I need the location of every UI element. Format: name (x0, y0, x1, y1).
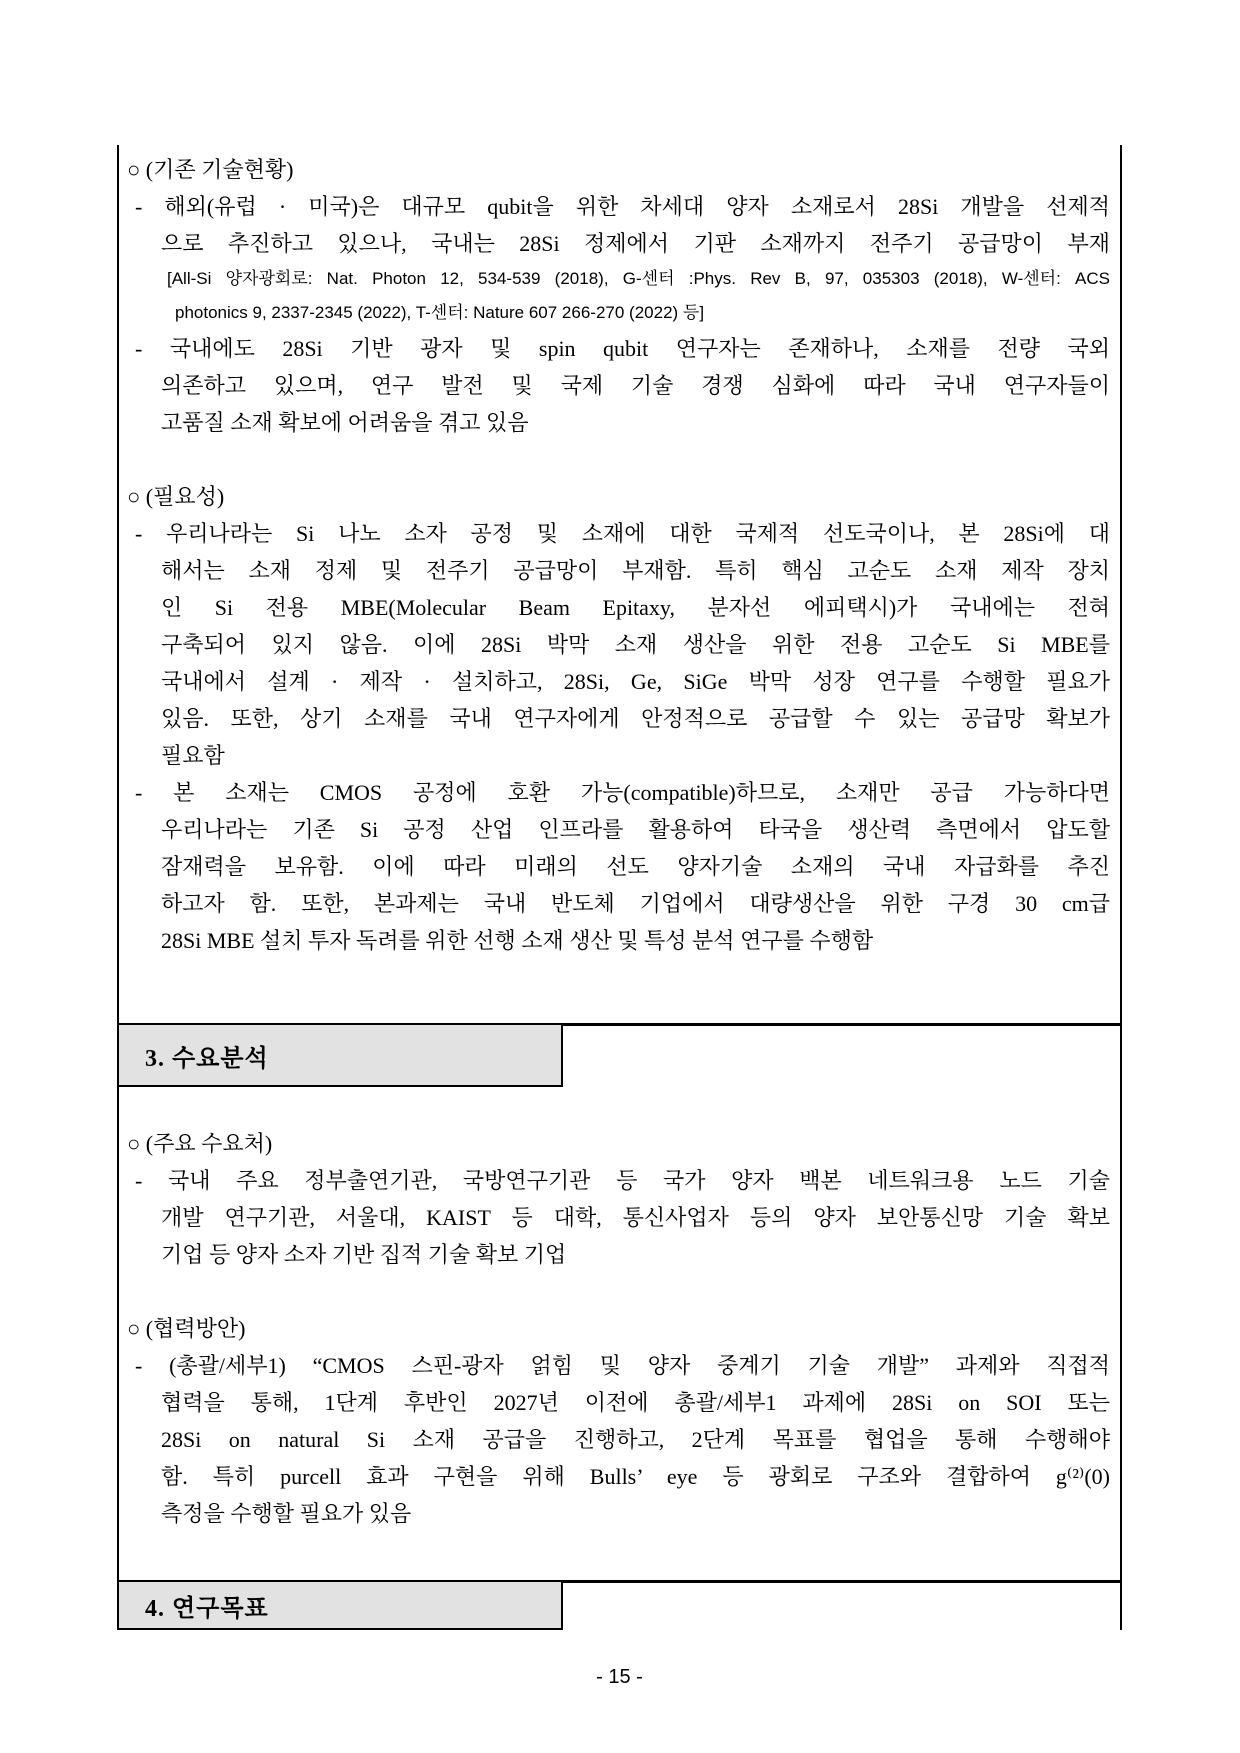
text-line: - 본 소재는 CMOS 공정에 호환 가능(compatible)하므로, 소재만 공급 가능하다면 (135, 780, 1110, 805)
page-number: - 15 - (596, 1666, 643, 1688)
citation-line: photonics 9, 2337-2345 (2022), T-센터: Nature 607 266-270 (2022) 등] (175, 303, 705, 322)
text-line: 해서는 소재 정제 및 전주기 공급망이 부재함. 특히 핵심 고순도 소재 제작 장치 (161, 558, 1110, 583)
section-3-title: 3. 수요분석 (145, 1045, 269, 1072)
text-line: 협력을 통해, 1단계 후반인 2027년 이전에 총괄/세부1 과제에 28Si on SOI 또는 (161, 1390, 1110, 1415)
section-4-title: 4. 연구목표 (145, 1595, 269, 1622)
text-line: 인 Si 전용 MBE(Molecular Beam Epitaxy, 분자선 에피택시)가 국내에는 전혀 (161, 595, 1110, 620)
section-4-header (117, 1580, 563, 1630)
text-line: 우리나라는 기존 Si 공정 산업 인프라를 활용하여 타국을 생산력 측면에서 압도할 (161, 817, 1110, 842)
text-line: 고품질 소재 확보에 어려움을 겪고 있음 (161, 410, 529, 435)
text-line: 하고자 함. 또한, 본과제는 국내 반도체 기업에서 대량생산을 위한 구경 30 cm급 (161, 891, 1110, 916)
cell-demand-analysis (119, 1125, 1120, 1532)
text-line: 으로 추진하고 있으나, 국내는 28Si 정제에서 기판 소재까지 전주기 공급망이 부재 (161, 231, 1110, 256)
section-3-header (117, 1023, 563, 1087)
text-line: ○ (주요 수요처) (127, 1131, 273, 1156)
text-line: 구축되어 있지 않음. 이에 28Si 박막 소재 생산을 위한 전용 고순도 Si MBE를 (161, 632, 1110, 657)
text-line: 함. 특히 purcell 효과 구현을 위해 Bulls’ eye 등 광회로 구조와 결합하여 g⁽²⁾(0) (161, 1464, 1110, 1489)
citation-line: [All-Si 양자광회로: Nat. Photon 12, 534-539 (2018), G-센터 :Phys. Rev B, 97, 035303 (2018), W-센터: ACS (167, 269, 1110, 288)
text-line: 잠재력을 보유함. 이에 따라 미래의 선도 양자기술 소재의 국내 자급화를 추진 (161, 854, 1110, 879)
text-line: 국내에서 설계 · 제작 · 설치하고, 28Si, Ge, SiGe 박막 성장 연구를 수행할 필요가 (161, 669, 1110, 694)
text-line: 의존하고 있으며, 연구 발전 및 국제 기술 경쟁 심화에 따라 국내 연구자들이 (161, 373, 1110, 398)
blank-line (119, 1273, 1120, 1310)
text-line: - 국내 주요 정부출연기관, 국방연구기관 등 국가 양자 백본 네트워크용 노드 기술 (135, 1168, 1110, 1193)
text-line: - 해외(유럽 · 미국)은 대규모 qubit을 위한 차세대 양자 소재로서 28Si 개발을 선제적 (135, 194, 1110, 219)
text-line: ○ (협력방안) (127, 1316, 246, 1341)
cell-technology-status (119, 151, 1120, 959)
text-line: 28Si on natural Si 소재 공급을 진행하고, 2단계 목표를 협업을 통해 수행해야 (161, 1427, 1110, 1452)
text-line: ○ (필요성) (127, 484, 225, 509)
text-line: ○ (기존 기술현황) (127, 157, 294, 182)
text-line: 측정을 수행할 필요가 있음 (161, 1501, 412, 1526)
text-line: 있음. 또한, 상기 소재를 국내 연구자에게 안정적으로 공급할 수 있는 공급망 확보가 (161, 706, 1110, 731)
text-line: 필요함 (161, 743, 225, 768)
text-line: 28Si MBE 설치 투자 독려를 위한 선행 소재 생산 및 특성 분석 연구를 수행함 (161, 928, 874, 953)
text-line: - 우리나라는 Si 나노 소자 공정 및 소재에 대한 국제적 선도국이나, 본 28Si에 대 (135, 521, 1110, 546)
table-border-right (1120, 145, 1122, 1630)
text-line: 개발 연구기관, 서울대, KAIST 등 대학, 통신사업자 등의 양자 보안통신망 기술 확보 (161, 1205, 1110, 1230)
text-line: - 국내에도 28Si 기반 광자 및 spin qubit 연구자는 존재하나, 소재를 전량 국외 (135, 336, 1110, 361)
text-line: - (총괄/세부1) “CMOS 스핀-광자 얽힘 및 양자 중계기 기술 개발” 과제와 직접적 (135, 1353, 1110, 1378)
text-line: 기업 등 양자 소자 기반 집적 기술 확보 기업 (161, 1242, 567, 1267)
blank-line (119, 441, 1120, 478)
